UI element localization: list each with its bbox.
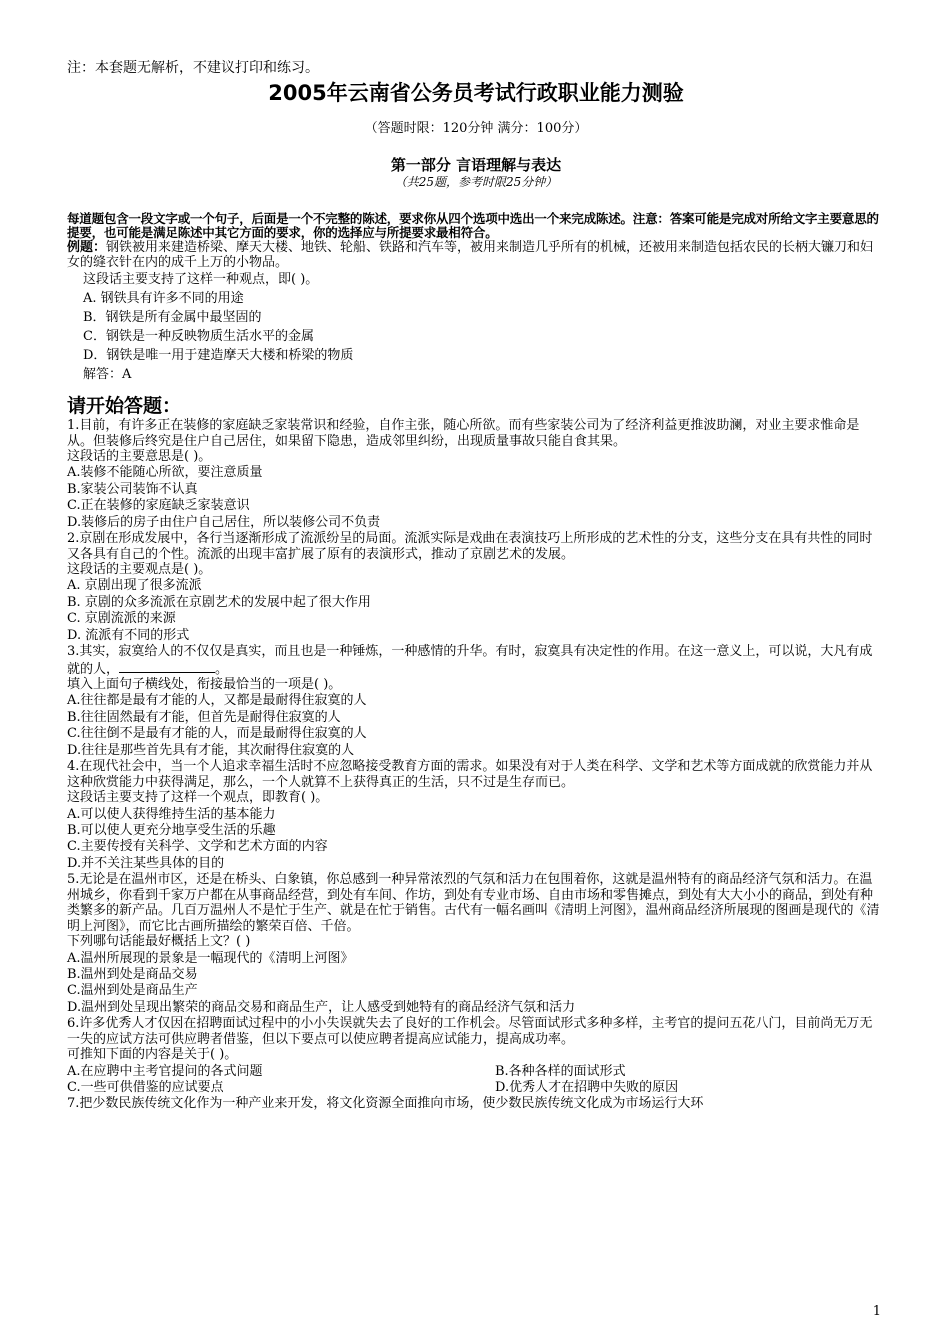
example-label: 例题： (67, 240, 107, 255)
part-subtitle: （共25题，参考时限25分钟） (394, 175, 558, 189)
question-1-option: A.装修不能随心所欲，要注意质量 (67, 465, 263, 481)
question-5-text: 5.无论是在温州市区，还是在桥头、白象镇，你总感到一种异常浓烈的气氛和活力在包围着你，这就是温州特有的商品经济气氛和活力。在温州城乡，你看到千家万户都在从事商品经营，到处有车间、作坊，到处有专业市场、自由市场和零售摊点，到处有大大小小的商品，到处有种类繁多的新产品。几百万温州人不是忙于生产、就是在忙于销售。古代有一幅名画叫《清明上河图》，温州商品经济所展现的图画是现代的《清明上河图》，而它比古画所描绘的繁荣百倍、千倍。 (67, 872, 880, 934)
question-2-option: C. 京剧流派的来源 (67, 611, 176, 627)
question-3-text-end: 。 (215, 661, 229, 677)
page-number: 1 (872, 1304, 881, 1319)
start-heading: 请开始答题： (67, 395, 182, 417)
example-answer: 解答：A (83, 367, 132, 382)
example-option: B．钢铁是所有金属中最坚固的 (83, 310, 262, 325)
answer-blank (119, 660, 215, 673)
question-2-prompt: 这段话的主要观点是( )。 (67, 562, 212, 578)
question-6-text: 6.许多优秀人才仅因在招聘面试过程中的小小失误就失去了良好的工作机会。尽管面试形式多种多样，主考官的提问五花八门，目前尚无万无一失的应试方法可供应聘者借鉴，但以下要点可以使应聘者提高应试能力，提高成功率。 (67, 1016, 873, 1047)
question-3-text-body: 3.其实，寂寞给人的不仅仅是真实，而且也是一种锤炼，一种感情的升华。有时，寂寞具有决定性的作用。在这一意义上，可以说，大凡有成就的人， (67, 644, 873, 677)
question-3-prompt: 填入上面句子横线处，衔接最恰当的一项是( )。 (67, 677, 342, 693)
question-4-option: C.主要传授有关科学、文学和艺术方面的内容 (67, 839, 328, 855)
question-1-text: 1.目前，有许多正在装修的家庭缺乏家装常识和经验，自作主张，随心所欲。而有些家装公司为了经济利益更推波助澜，对业主要求惟命是从。但装修后终究是住户自己居住，如果留下隐患，造成邻里纠纷，出现质量事故只能自食其果。 (67, 418, 860, 449)
question-5-option: C.温州到处是商品生产 (67, 983, 198, 999)
question-2-option: A. 京剧出现了很多流派 (67, 578, 202, 594)
question-4-option: B.可以使人更充分地享受生活的乐趣 (67, 822, 276, 838)
note: 注：本套题无解析，不建议打印和练习。 (67, 60, 319, 76)
question-6-option: C.一些可供借鉴的应试要点 (67, 1079, 224, 1095)
question-1-prompt: 这段话的主要意思是( )。 (67, 449, 212, 464)
question-6-options-row (67, 1064, 885, 1080)
question-1-option: B.家装公司装饰不认真 (67, 481, 198, 497)
example-option: A. 钢铁具有许多不同的用途 (83, 291, 244, 306)
question-3-option: C.往往倒不是最有才能的人，而是最耐得住寂寞的人 (67, 726, 367, 742)
question-6-options-row (67, 1080, 885, 1096)
question-1-option: C.正在装修的家庭缺乏家装意识 (67, 498, 250, 514)
instructions: 每道题包含一段文字或一个句子，后面是一个不完整的陈述，要求你从四个选项中选出一个来完成陈述。注意：答案可能是完成对所给文字主要意思的提要，也可能是满足陈述中其它方面的要求，你的选择应与所提要求最相符合。 (67, 211, 879, 240)
example-text: 钢铁被用来建造桥梁、摩天大楼、地铁、轮船、铁路和汽车等，被用来制造几乎所有的机械，还被用来制造包括农民的长柄大镰刀和妇女的缝衣针在内的成千上万的小物品。 (67, 240, 874, 270)
example-option: D．钢铁是唯一用于建造摩天大楼和桥梁的物质 (83, 348, 354, 363)
question-5-option: A.温州所展现的景象是一幅现代的《清明上河图》 (67, 950, 354, 966)
question-2-text: 2.京剧在形成发展中，各行当逐渐形成了流派纷呈的局面。流派实际是戏曲在表演技巧上所形成的艺术性的分支，这些分支在具有共性的同时又各具有自己的个性。流派的出现丰富扩展了原有的表演形式，推动了京剧艺术的发展。 (67, 531, 873, 562)
question-4-text: 4.在现代社会中，当一个人追求幸福生活时不应忽略接受教育方面的需求。如果没有对于人类在科学、文学和艺术等方面成就的欣赏能力并从这种欣赏能力中获得满足，那么，一个人就算不上获得真正的生活，只不过是生存而已。 (67, 759, 873, 790)
question-1-option: D.装修后的房子由住户自己居住，所以装修公司不负责 (67, 514, 381, 530)
document-page (67, 60, 885, 1113)
example-paragraph (67, 240, 885, 270)
question-4-option: D.并不关注某些具体的目的 (67, 855, 225, 871)
question-6-prompt: 可推知下面的内容是关于( )。 (67, 1047, 238, 1063)
question-4-prompt: 这段话主要支持了这样一个观点，即教育( )。 (67, 790, 329, 806)
question-2-option: B. 京剧的众多流派在京剧艺术的发展中起了很大作用 (67, 594, 371, 610)
question-3-option: D.往往是那些首先具有才能，其次耐得住寂寞的人 (67, 742, 355, 758)
question-6-option: B.各种各样的面试形式 (495, 1063, 626, 1079)
question-5-option: D.温州到处呈现出繁荣的商品交易和商品生产，让人感受到她特有的商品经济气氛和活力 (67, 999, 576, 1015)
question-4-option: A.可以使人获得维持生活的基本能力 (67, 806, 276, 822)
question-7-text: 7.把少数民族传统文化作为一种产业来开发，将文化资源全面推向市场，使少数民族传统文化成为市场运行大环 (67, 1096, 704, 1112)
exam-subtitle: （答题时限：120分钟 满分：100分） (364, 121, 588, 136)
question-3-text (67, 644, 885, 677)
question-5-prompt: 下列哪句话能最好概括上文？( ) (67, 934, 251, 950)
question-6-option: A.在应聘中主考官提问的各式问题 (67, 1063, 263, 1079)
question-3-option: B.往往固然最有才能，但首先是耐得住寂寞的人 (67, 709, 341, 725)
question-2-option: D. 流派有不同的形式 (67, 627, 190, 643)
question-5-option: B.温州到处是商品交易 (67, 966, 198, 982)
example-option: C．钢铁是一种反映物质生活水平的金属 (83, 329, 314, 344)
question-3-option: A.往往都是最有才能的人，又都是最耐得住寂寞的人 (67, 693, 367, 709)
question-6-option: D.优秀人才在招聘中失败的原因 (495, 1079, 679, 1095)
example-question: 这段话主要支持了这样一种观点，即( )。 (83, 272, 319, 287)
part-title: 第一部分 言语理解与表达 (390, 156, 562, 174)
page-title: 2005年云南省公务员考试行政职业能力测验 (268, 81, 684, 105)
